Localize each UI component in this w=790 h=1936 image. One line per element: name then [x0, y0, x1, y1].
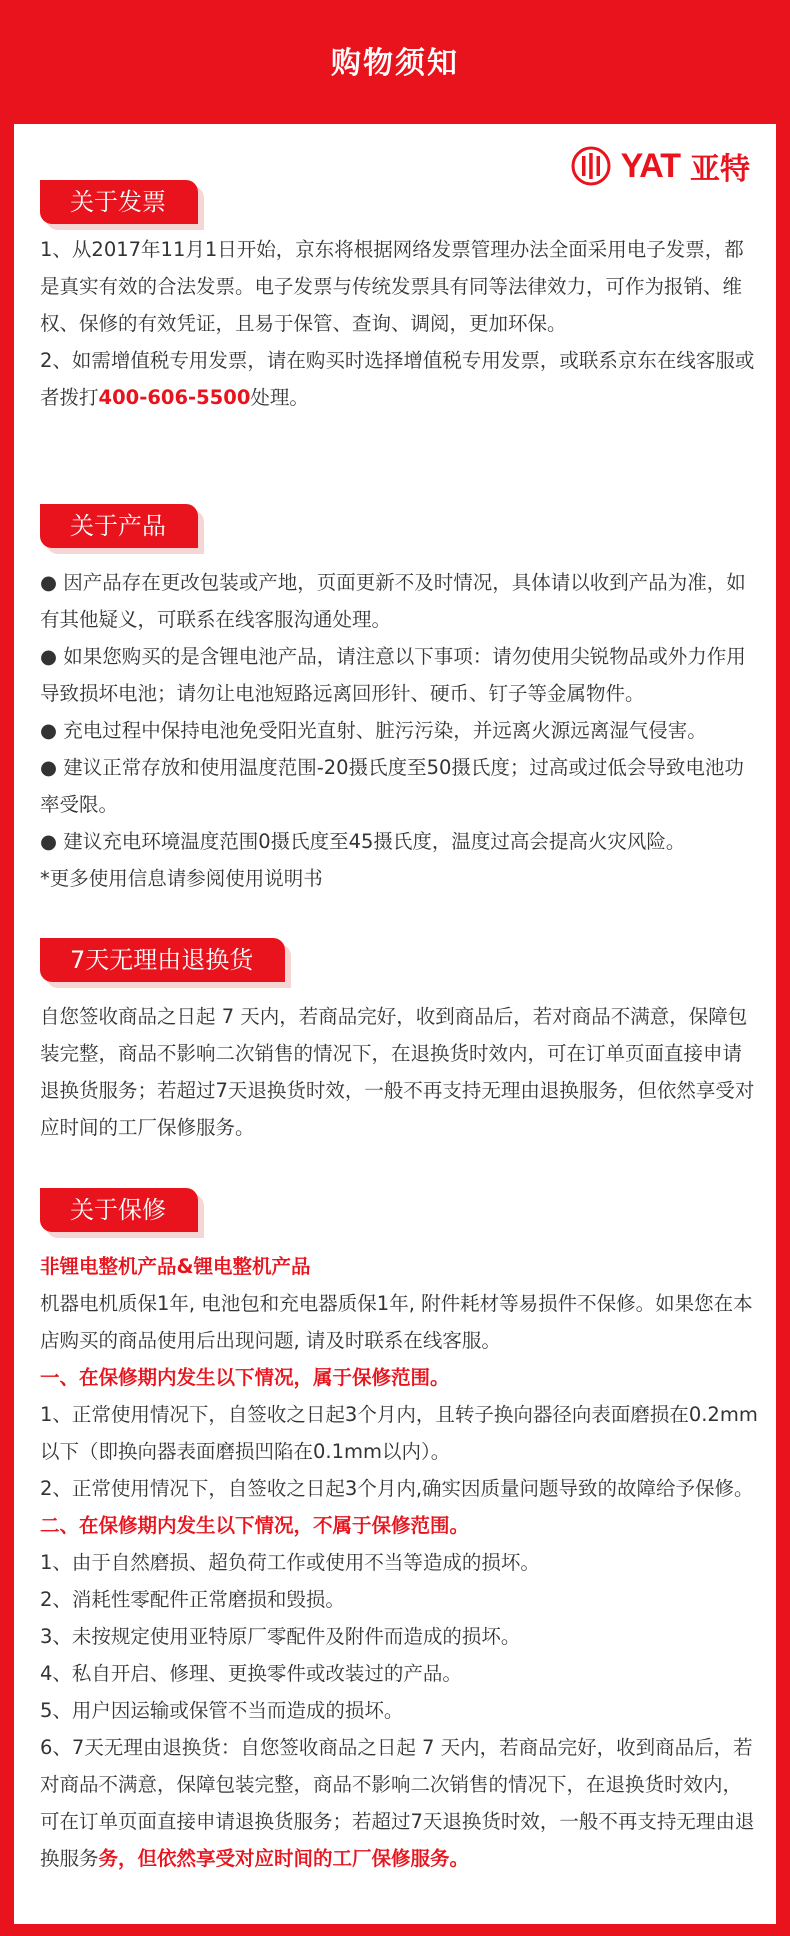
product-text [40, 564, 758, 897]
warranty-covered-title: 一、在保修期内发生以下情况，属于保修范围。 [40, 1366, 450, 1389]
warranty-covered-item: 1、正常使用情况下，自签收之日起3个月内，且转子换向器径向表面磨损在0.2mm以下（即换向器表面磨损凹陷在0.1mm以内）。 [40, 1403, 758, 1463]
warranty-excluded-item: 2、消耗性零配件正常磨损和毁损。 [40, 1588, 345, 1611]
warranty-excluded-item: 3、未按规定使用亚特原厂零配件及附件而造成的损坏。 [40, 1625, 521, 1648]
product-item: ● 建议正常存放和使用温度范围-20摄氏度至50摄氏度；过高或过低会导致电池功率受限。 [40, 756, 744, 816]
product-note: *更多使用信息请参阅使用说明书 [40, 867, 323, 890]
invoice-paragraph-1: 1、从2017年11月1日开始，京东将根据网络发票管理办法全面采用电子发票，都是真实有效的合法发票。电子发票与传统发票具有同等法律效力，可作为报销、维权、保修的有效凭证，且易于保管、查询、调阅，更加环保。 [40, 238, 744, 335]
logo-text: YAT [620, 146, 680, 185]
yat-emblem-icon [571, 146, 611, 186]
returns-paragraph: 自您签收商品之日起 7 天内，若商品完好，收到商品后，若对商品不满意，保障包装完整，商品不影响二次销售的情况下，在退换货时效内，可在订单页面直接申请退换货服务；若超过7天退换货时效，一般不再支持无理由退换服务，但依然享受对应时间的工厂保修服务。 [40, 1005, 755, 1139]
product-item: ● 如果您购买的是含锂电池产品，请注意以下事项：请勿使用尖锐物品或外力作用导致损坏电池；请勿让电池短路远离回形针、硬币、钉子等金属物件。 [40, 645, 746, 705]
section-tag-warranty: 关于保修 [40, 1188, 198, 1232]
product-item: ● 充电过程中保持电池免受阳光直射、脏污污染，并远离火源远离湿气侵害。 [40, 719, 707, 742]
warranty-intro: 机器电机质保1年, 电池包和充电器质保1年, 附件耗材等易损件不保修。如果您在本店购买的商品使用后出现问题, 请及时联系在线客服。 [40, 1292, 753, 1352]
returns-text [40, 998, 758, 1146]
item6-highlight: 务，但依然享受对应时间的工厂保修服务。 [98, 1847, 470, 1870]
warranty-excluded-item-6 [40, 1729, 758, 1877]
invoice-text [40, 231, 758, 416]
brand-logo [571, 146, 750, 186]
product-item: ● 因产品存在更改包装或产地，页面更新不及时情况，具体请以收到产品为准，如有其他疑义，可联系在线客服沟通处理。 [40, 571, 746, 631]
logo-cn-text: 亚特 [690, 152, 750, 187]
product-item: ● 建议充电环境温度范围0摄氏度至45摄氏度，温度过高会提高火灾风险。 [40, 830, 686, 853]
invoice-p2-post: 处理。 [250, 386, 309, 409]
warranty-excluded-title: 二、在保修期内发生以下情况，不属于保修范围。 [40, 1514, 470, 1537]
warranty-excluded-item: 1、由于自然磨损、超负荷工作或使用不当等造成的损坏。 [40, 1551, 540, 1574]
item6-text: 6、7天无理由退换货：自您签收商品之日起 7 天内，若商品完好，收到商品后，若对商品不满意，保障包装完整，商品不影响二次销售的情况下，在退换货时效内，可在订单页面直接申请退换货服务；若超过7天退换货时效，一般不再支持无理由退换服务 [40, 1736, 755, 1870]
section-tag-returns: 7天无理由退换货 [40, 938, 285, 982]
warranty-subtitle: 非锂电整机产品&锂电整机产品 [40, 1255, 311, 1278]
warranty-excluded-item: 5、用户因运输或保管不当而造成的损坏。 [40, 1699, 404, 1722]
warranty-excluded-item: 4、私自开启、修理、更换零件或改装过的产品。 [40, 1662, 462, 1685]
service-phone: 400-606-5500 [98, 386, 251, 409]
invoice-p2-pre: 2、如需增值税专用发票，请在购买时选择增值税专用发票，或联系京东在线客服或者拨打 [40, 349, 755, 409]
warranty-covered-item: 2、正常使用情况下，自签收之日起3个月内,确实因质量问题导致的故障给予保修。 [40, 1477, 754, 1500]
invoice-paragraph-2 [40, 342, 758, 416]
section-tag-product: 关于产品 [40, 504, 198, 548]
page-title: 购物须知 [331, 46, 459, 81]
content-card [14, 124, 776, 1924]
section-tag-invoice: 关于发票 [40, 180, 198, 224]
warranty-text [40, 1248, 758, 1877]
